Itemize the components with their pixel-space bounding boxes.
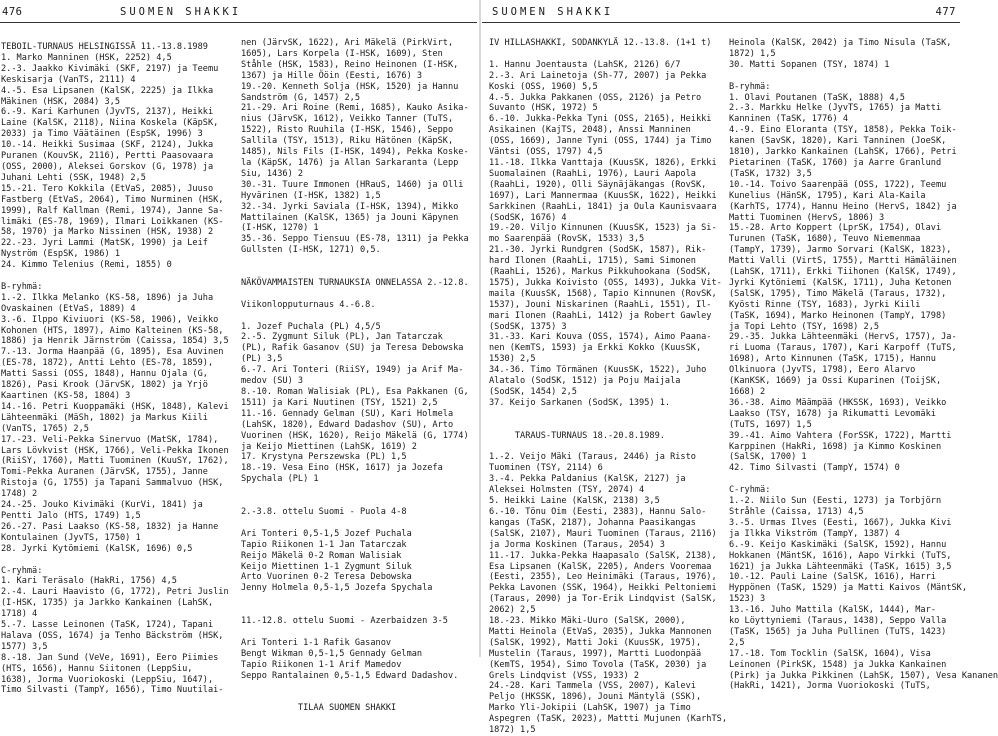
column-1-teboil-tournament: TEBOIL-TURNAUS HELSINGISSÄ 11.-13.8.1989 1. Marko Manninen (HSK, 2252) 4,5 2.-3. Jaakko Kivimäki (SKF, 2197) ja Teemu Keskisarja (VanTS, 2111) 4 4.-5. Esa Lipsanen (KalSK, 2225) ja Ilkka Mäkinen (HSK, 2084) 3,5 6.-9. Kari Karhunen (JyvTS, 2137), Heikki Laine (KalSK, 2118), Niina Koskela (KäpSK, 2033) ja Timo Väätäinen (EspSK, 1996) 3 10.-14. Heikki Susimaa (SKF, 2124), Jukka Puranen (KouvSK, 2116), Pertti Paasovaara (OSS, 2000), Aleksei Gorskov (G, 1978) ja Juhani Lehti (SSK, 1948) 2,5 15.-21. Tero Kokkila (EtVaS, 2085), Juuso Fastberg (EtVaS, 2064), Timo Nurminen (HSK, 1999), Ralf Kallman (Remi, 1974), Janne Sa- limäki (ES-78, 1969), Ilmari Loikkanen (KS- 58, 1970) ja Marko Nissinen (HSK, 1938) 2 22.-23. Jyri Lammi (MatSK, 1990) ja Leif Nyström (EspSK, 1986) 1 24. Kimmo Telenius (Remi, 1855) 0 B-ryhmä: 1.-2. Ilkka Melanko (KS-58, 1896) ja Juha Ovaskainen (EtVaS, 1889) 4 3.-6. Ilppo Kiviuori (KS-58, 1906), Veikko Kohonen (HTS, 1897), Aimo Kalteinen (KS-58, 1886) ja Henrik Järnström (Caissa, 1854) 3,5 7.-13. Jorma Haanpää (G, 1895), Esa Auvinen (ES-78, 1872), Antti Lehto (ES-78, 1859), Matti Sassi (OSS, 1848), Hannu Ojala (G, 1826), Pasi Krook (JärvSK, 1802) ja Yrjö Kaartinen (KS-58, 1804) 3 14.-16. Petri Kuoppamäki (HSK, 1848), Kalevi Lähteenmäki (MäSh, 1802) ja Markus Kiili (VanTS, 1765) 2,5 17.-23. Veli-Pekka Sinervuo (MatSK, 1784), Lars Lövkvist (HSK, 1766), Veli-Pekka Ikonen (RiiSY, 1760), Matti Tuominen (KuuSY, 1762), Tomi-Pekka Auranen (JärvSK, 1755), Janne Ristoja (G, 1755) ja Tapani Sammalvuo (HSK, 1748) 2 24.-25. Jouko Kivimäki (KurVi, 1841) ja Pentti Jalo (HTS, 1749) 1,5 26.-27. Pasi Laakso (KS-58, 1832) ja Hanne Kontulainen (JyvTS, 1750) 1 28. Jyrki Kytömiemi (KalSK, 1696) 0,5 C-ryhmä: 1. Kari Teräsalo (HakRi, 1756) 4,5 2.-4. Lauri Haavisto (G, 1772), Petri Juslin (I-HSK, 1735) ja Jarkko Kankainen (LahSK, 1718) 4 5.-7. Lasse Leinonen (TaSK, 1724), Tapani Halava (OSS, 1674) ja Tenho Bäckström (HSK, 1577) 3,5 8.-18. Jan Sund (VeVe, 1691), Eero Piimies (HTS, 1656), Hannu Siitonen (LeppSiu, 1638), Jorma Vuoriokoski (LeppSiu, 1647), Timo Silvasti (TampY, 1656), Timo Nuutilai- [1,42,229,696]
left-header-rule [0,22,477,23]
column-4-taraus-groups: Heinola (KalSK, 2042) ja Timo Nisula (TaSK, 1872) 1,5 30. Matti Sopanen (TSY, 1874) 1 B-ryhmä: 1. Olavi Poutanen (TaSK, 1888) 4,5 2.-3. Markku Helke (JyvTS, 1765) ja Matti Kanninen (TaSK, 1776) 4 4.-9. Eino Eloranta (TSY, 1858), Pekka Toik- kanen (SavSK, 1820), Kari Tanninen (JoeSK, 1810), Jarkko Kankainen (LahSK, 1766), Petri Pietarinen (TaSK, 1760) ja Aarre Granlund (TaSK, 1732) 3,5 10.-14. Toivo Saarenpää (OSS, 1722), Teemu Kunelius (HänSK, 1795), Kari Ala-Kaila (KarhTS, 1774), Hannu Heino (HervS, 1842) ja Matti Tuominen (HervS, 1806) 3 15.-28. Arto Koppert (LprSK, 1754), Olavi Turunen (TaSK, 1680), Teuvo Niemenmaa (TampY, 1739), Jarmo Sorvari (KalSK, 1823), Matti Valli (VirtS, 1755), Martti Hämäläinen (LahSK, 1711), Erkki Tiihonen (KalSK, 1749), Jyrki Kytöniemi (KalSK, 1711), Juha Ketonen (SalSK, 1795), Timo Mäkelä (Taraus, 1732), Kyösti Rinne (TSY, 1683), Jyrki Kiili (TaSK, 1694), Marko Heinonen (TampY, 1798) ja Topi Lehto (TSY, 1698) 2,5 29.-35. Jukka Lähteenmäki (HervS, 1757), Ja- ri Luoma (Taraus, 1707), Kari Karpoff (TuTS, 1698), Arto Kinnunen (TaSK, 1715), Hannu Olkinuora (JyvTS, 1798), Eero Alarvo (KanKSK, 1669) ja Ossi Kuparinen (ToijSK, 1668) 2 36.-38. Aimo Määmpää (HKSSK, 1693), Veikko Laakso (TSY, 1678) ja Rikumatti Levomäki (TuTS, 1697) 1,5 39.-41. Aimo Vahtera (ForSSK, 1722), Martti Karppinen (HakRi, 1698) ja Kimmo Koskinen (SalSK, 1700) 1 42. Timo Silvasti (TampY, 1574) 0 C-ryhmä: 1.-2. Niilo Sun (Eesti, 1273) ja Torbjörn Stråhle (Caissa, 1713) 4,5 3.-5. Urmas Ilves (Eesti, 1667), Jukka Kivi ja Ilkka Vikström (TampY, 1387) 4 6.-9. Keijo Kaskimäki (SalSK, 1592), Hannu Hokkanen (MäntSK, 1616), Aapo Virkki (TuTS, 1621) ja Jukka Lähteenmäki (TaSK, 1615) 3,5 10.-12. Pauli Laine (SalSK, 1616), Harri Hyppönen (TaSK, 1529) ja Matti Kaivos (MäntSK, 1523) 3 13.-16. Juho Mattila (KalSK, 1444), Mar- ko Löyttyniemi (Taraus, 1438), Seppo Valla (TaSK, 1565) ja Juha Pullinen (TuTS, 1423) 2,5 17.-18. Tom Tocklin (SalSK, 1604), Visa Leinonen (PirkSK, 1548) ja Jukka Kankainen (Pirk) ja Jukka Pikkinen (LahSK, 1507), Vesa Kananen (HakRi, 1421), Jorma Vuoriokoski (TuTS, [729,38,998,692]
page-gutter [479,0,481,657]
column-2-visually-impaired-tournaments: nen (JärvSK, 1622), Ari Mäkelä (PirkVirt, 1605), Lars Korpela (I-HSK, 1609), Sten Ståhle (HSK, 1583), Reino Heinonen (I-HSK, 1367) ja Hille Ööin (Eesti, 1676) 3 19.-20. Kenneth Solja (HSK, 1520) ja Hannu Sandström (G, 1457) 2,5 21.-29. Ari Roine (Remi, 1685), Kauko Asika- nius (JärvSK, 1612), Veikko Tanner (TuTS, 1522), Risto Ruuhila (I-HSK, 1546), Seppo Sallila (TSY, 1513), Riku Hätönen (KäpSK, 1485), Nils Fils (I-HSK, 1494), Pekka Koske- la (KäpSK, 1476) ja Allan Sarkaranta (Lepp Siu, 1436) 2 30.-31. Tuure Immonen (HRauS, 1460) ja Olli Hyvärinen (I-HSK, 1382) 1,5 32.-34. Jyrki Saviala (I-HSK, 1394), Mikko Mattilainen (KalSK, 1365) ja Jouni Käpynen (I-HSK, 1270) 1 35.-36. Seppo Tiensuu (ES-78, 1311) ja Pekka Gullsten (I-HSK, 1271) 0,5. NÄKÖVAMMAISTEN TURNAUKSIA ONNELASSA 2.-12.8. Viikonlopputurnaus 4.-6.8. 1. Jozef Puchala (PL) 4,5/5 2.-5. Zygmunt Siluk (PL), Jan Tatarczak (PL), Rafik Gasanov (SU) ja Teresa Debowska (PL) 3,5 6.-7. Ari Tonteri (RiiSY, 1949) ja Arif Ma- medov (SU) 3 8.-10. Roman Walisiak (PL), Esa Pakkanen (G, 1511) ja Kari Nuutinen (TSY, 1521) 2,5 11.-16. Gennady Gelman (SU), Kari Holmela (LahSK, 1820), Edward Dadashov (SU), Arto Vuorinen (HSK, 1620), Reijo Mäkelä (G, 1774) ja Keijo Miettinen (LahSK, 1619) 2 17. Krystyna Perszewska (PL) 1,5 18.-19. Vesa Eino (HSK, 1617) ja Jozefa Spychala (PL) 1 2.-3.8. ottelu Suomi - Puola 4-8 Ari Tonteri 0,5-1,5 Jozef Puchala Tapio Riikonen 1-1 Jan Tatarczak Reijo Mäkelä 0-2 Roman Walisiak Keijo Miettinen 1-1 Zygmunt Siluk Arto Vuorinen 0-2 Teresa Debowska Jenny Holmela 0,5-1,5 Jozefa Spychala 11.-12.8. ottelu Suomi - Azerbaidzen 3-5 Ari Tonteri 1-1 Rafik Gasanov Bengt Wikman 0,5-1,5 Gennady Gelman Tapio Riikonen 1-1 Arif Mamedov Seppo Rantalainen 0,5-1,5 Edward Dadashov. TILAA SUOMEN SHAKKI [241,38,469,714]
column-3-hillashakki-taraus: IV HILLASHAKKI, SODANKYLÄ 12.-13.8. (1+1 t) 1. Hannu Joentausta (LahSK, 2126) 6/7 2.-3. Ari Lainetoja (Sh-77, 2007) ja Pekka Koski (OSS, 1960) 5,5 4.-5. Jukka Pakkanen (OSS, 2126) ja Petro Suvanto (HSK, 1972) 5 6.-10. Jukka-Pekka Tyni (OSS, 2165), Heikki Asikainen (KajTS, 2048), Anssi Manninen (OSS, 1669), Janne Tyni (OSS, 1744) ja Timo Väntsi (OSS, 1797) 4,5 11.-18. Ilkka Vanttaja (KuusSK, 1826), Erkki Suomalainen (RaahLi, 1976), Lauri Aapola (RaahLi, 1920), Olli Säynäjäkangas (RovSK, 1697), Lari Mannermaa (KuusSK, 1622), Heikki Sarkkinen (RaahLi, 1841) ja Oula Kaunisvaara (SodSK, 1676) 4 19.-20. Viljo Kinnunen (KuusSK, 1523) ja Si- mo Saarenpää (RovSK, 1533) 3,5 21.-30. Jyrki Rundgren (SodSK, 1587), Rik- hard Ilonen (RaahLi, 1715), Sami Simonen (RaahLi, 1526), Markus Pikkuhookana (SodSK, 1575), Jukka Koivisto (OSS, 1493), Jukka Vit- maila (KuusSK, 1568), Tapio Kinnunen (RovSK, 1537), Jouni Niskarinen (RaahLi, 1551), Il- mari Ilonen (RaahLi, 1412) ja Robert Gawley (SodSK, 1375) 3 31.-33. Kari Kouva (OSS, 1574), Aimo Paana- nen (KemTS, 1593) ja Erkki Kokko (KuusSK, 1530) 2,5 34.-36. Timo Törmänen (KuusSK, 1522), Juho Alatalo (SodSK, 1512) ja Poju Maijala (SodSK, 1454) 2,5 37. Keijo Sarkanen (SodSK, 1395) 1. TARAUS-TURNAUS 18.-20.8.1989. 1.-2. Veijo Mäki (Taraus, 2446) ja Risto Tuominen (TSY, 2114) 6 3.-4. Pekka Paldanius (KalSK, 2127) ja Aleksei Holmsten (TSY, 2074) 4 5. Heikki Laine (KalSK, 2138) 3,5 6.-10. Tönu Oim (Eesti, 2383), Hannu Salo- kangas (TaSK, 2187), Johanna Paasikangas (SalSK, 2107), Mauri Tuominen (Taraus, 2116) ja Jorma Koskinen (Taraus, 2054) 3 11.-17. Jukka-Pekka Haapasalo (SalSK, 2138), Esa Lipsanen (KalSK, 2205), Anders Vooremaa (Eesti, 2355), Leo Heinimäki (Taraus, 1976), Pekka Lavonen (SSK, 1964), Heikki Peltoniemi (Taraus, 2090) ja Tor-Erik Lindqvist (SalSK, 2062) 2,5 18.-23. Mikko Mäki-Uuro (SalSK, 2000), Matti Heinola (EtVaS, 2035), Jukka Mannonen (SalSK, 1992), Matti Joki (KuusSK, 1975), Mustelin (Taraus, 1997), Martti Luodonpää (KemTS, 1954), Simo Tovola (TaSK, 2030) ja Grels Lindqvist (VSS, 1933) 2 24.-28. Kari Tammela (VSS, 2007), Kalevi Peljo (HKSSK, 1896), Jouni Mäntylä (SSK), Marko Yli-Jokipii (LahSK, 1907) ja Timo Aspegren (TaSK, 2023), Mattti Mujunen (KarhTS, 1872) 1,5 [489,38,727,736]
right-page-number: 477 [935,6,956,18]
left-page-number: 476 [2,6,23,18]
right-running-title: SUOMEN SHAKKI [492,6,614,18]
right-header-rule [482,22,960,23]
left-running-title: SUOMEN SHAKKI [120,6,242,18]
